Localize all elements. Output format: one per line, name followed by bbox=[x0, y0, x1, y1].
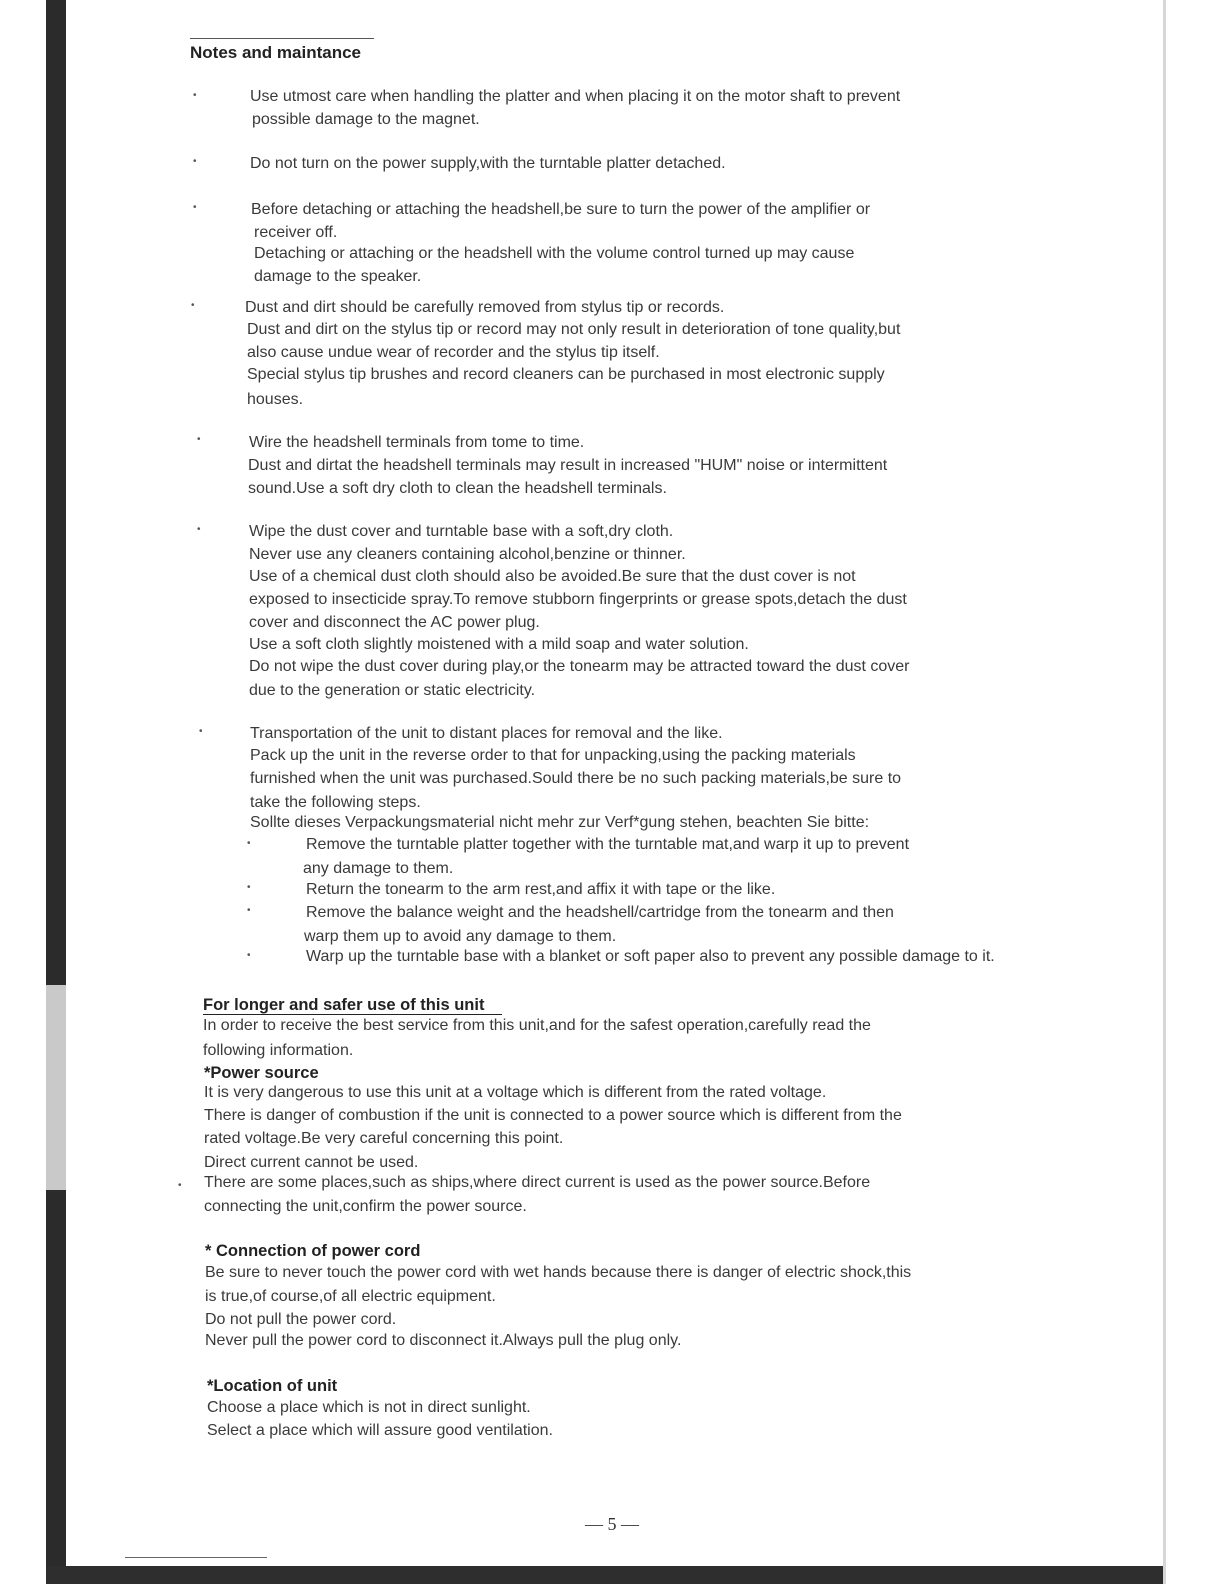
bullet-icon: • bbox=[197, 434, 201, 445]
location-line: Select a place which will assure good ventilation. bbox=[207, 1422, 553, 1439]
note-line: Do not turn on the power supply,with the turntable platter detached. bbox=[250, 155, 726, 172]
location-line: Choose a place which is not in direct sunlight. bbox=[207, 1399, 531, 1416]
note-line: Dust and dirt should be carefully removed from stylus tip or records. bbox=[245, 299, 725, 316]
note-line: receiver off. bbox=[254, 224, 338, 241]
page-number: — 5 — bbox=[585, 1514, 639, 1534]
scan-shadow-left bbox=[46, 0, 66, 1584]
step-line: Remove the turntable platter together with the turntable mat,and warp it up to prevent bbox=[306, 836, 910, 853]
top-rule bbox=[190, 38, 374, 39]
note-line: Sollte dieses Verpackungsmaterial nicht mehr zur Verf*gung stehen, beachten Sie bitte: bbox=[250, 814, 870, 831]
power-cord-line: is true,of course,of all electric equipment. bbox=[205, 1288, 496, 1305]
power-source-title: *Power source bbox=[204, 1064, 319, 1082]
note-line: Dust and dirtat the headshell terminals may result in increased "HUM" noise or intermittent bbox=[248, 457, 888, 474]
intro-line: following information. bbox=[203, 1042, 354, 1059]
note-line: Pack up the unit in the reverse order to that for unpacking,using the packing materials bbox=[250, 747, 856, 764]
power-source-line: It is very dangerous to use this unit at a voltage which is different from the rated voltage. bbox=[204, 1084, 827, 1101]
scan-shadow-bottom bbox=[46, 1566, 1166, 1584]
section-title: Notes and maintance bbox=[190, 43, 361, 62]
bullet-icon: • bbox=[247, 905, 251, 916]
bullet-icon: • bbox=[193, 202, 197, 213]
note-line: Use utmost care when handling the platter and when placing it on the motor shaft to prevent bbox=[250, 88, 901, 105]
note-line: Transportation of the unit to distant places for removal and the like. bbox=[250, 725, 723, 742]
power-cord-line: Do not pull the power cord. bbox=[205, 1311, 397, 1328]
note-line: also cause undue wear of recorder and the stylus tip itself. bbox=[247, 344, 660, 361]
power-cord-line: Never pull the power cord to disconnect it.Always pull the plug only. bbox=[205, 1332, 682, 1349]
power-cord-line: Be sure to never touch the power cord with wet hands because there is danger of electric shock,this bbox=[205, 1264, 912, 1281]
intro-line: In order to receive the best service from this unit,and for the safest operation,carefully read the bbox=[203, 1017, 871, 1034]
bottom-rule bbox=[125, 1557, 267, 1558]
bullet-icon: • bbox=[193, 90, 197, 101]
scan-margin-right bbox=[1166, 0, 1224, 1584]
power-source-line: rated voltage.Be very careful concerning this point. bbox=[204, 1130, 564, 1147]
note-line: Special stylus tip brushes and record cleaners can be purchased in most electronic supply bbox=[247, 366, 885, 383]
note-line: Before detaching or attaching the headshell,be sure to turn the power of the amplifier or bbox=[251, 201, 871, 218]
bullet-icon: • bbox=[247, 882, 251, 893]
step-line: Return the tonearm to the arm rest,and affix it with tape or the like. bbox=[306, 881, 776, 898]
bullet-icon: • bbox=[193, 156, 197, 167]
safety-title bbox=[203, 996, 502, 1015]
power-source-line: There are some places,such as ships,where direct current is used as the power source.Before bbox=[204, 1174, 871, 1191]
note-line: Use of a chemical dust cloth should also be avoided.Be sure that the dust cover is not bbox=[249, 568, 856, 585]
note-line: possible damage to the magnet. bbox=[252, 111, 480, 128]
step-line: any damage to them. bbox=[303, 860, 454, 877]
note-line: exposed to insecticide spray.To remove stubborn fingerprints or grease spots,detach the dust bbox=[249, 591, 907, 608]
bullet-icon: • bbox=[178, 1180, 182, 1191]
note-line: Detaching or attaching or the headshell with the volume control turned up may cause bbox=[254, 245, 855, 262]
step-line: Warp up the turntable base with a blanket or soft paper also to prevent any possible damage to it. bbox=[306, 948, 995, 965]
power-source-line: connecting the unit,confirm the power source. bbox=[204, 1198, 527, 1215]
note-line: Do not wipe the dust cover during play,or the tonearm may be attracted toward the dust cover bbox=[249, 658, 910, 675]
note-line: furnished when the unit was purchased.Sould there be no such packing materials,be sure to bbox=[250, 770, 902, 787]
location-title: *Location of unit bbox=[207, 1377, 338, 1395]
note-line: Wipe the dust cover and turntable base with a soft,dry cloth. bbox=[249, 523, 674, 540]
power-cord-title: * Connection of power cord bbox=[205, 1242, 421, 1260]
note-line: due to the generation or static electricity. bbox=[249, 682, 536, 699]
note-line: cover and disconnect the AC power plug. bbox=[249, 614, 540, 631]
note-line: damage to the speaker. bbox=[254, 268, 422, 285]
note-line: houses. bbox=[247, 391, 304, 408]
power-source-line: There is danger of combustion if the unit is connected to a power source which is different from the bbox=[204, 1107, 902, 1124]
scan-margin-left bbox=[0, 0, 46, 1584]
note-line: Wire the headshell terminals from tome to time. bbox=[249, 434, 585, 451]
step-line: warp them up to avoid any damage to them. bbox=[304, 928, 617, 945]
step-line: Remove the balance weight and the headshell/cartridge from the tonearm and then bbox=[306, 904, 894, 921]
bullet-icon: • bbox=[247, 838, 251, 849]
bullet-icon: • bbox=[197, 524, 201, 535]
note-line: Use a soft cloth slightly moistened with a mild soap and water solution. bbox=[249, 636, 749, 653]
scan-shadow-left-light bbox=[46, 985, 66, 1190]
note-line: Dust and dirt on the stylus tip or record may not only result in deterioration of tone quality,but bbox=[247, 321, 901, 338]
bullet-icon: • bbox=[247, 950, 251, 961]
power-source-line: Direct current cannot be used. bbox=[204, 1154, 419, 1171]
note-line: take the following steps. bbox=[250, 794, 421, 811]
note-line: sound.Use a soft dry cloth to clean the headshell terminals. bbox=[248, 480, 667, 497]
note-line: Never use any cleaners containing alcohol,benzine or thinner. bbox=[249, 546, 686, 563]
safety-title-text: For longer and safer use of this unit bbox=[203, 996, 502, 1015]
bullet-icon: • bbox=[191, 300, 195, 311]
bullet-icon: • bbox=[199, 726, 203, 737]
